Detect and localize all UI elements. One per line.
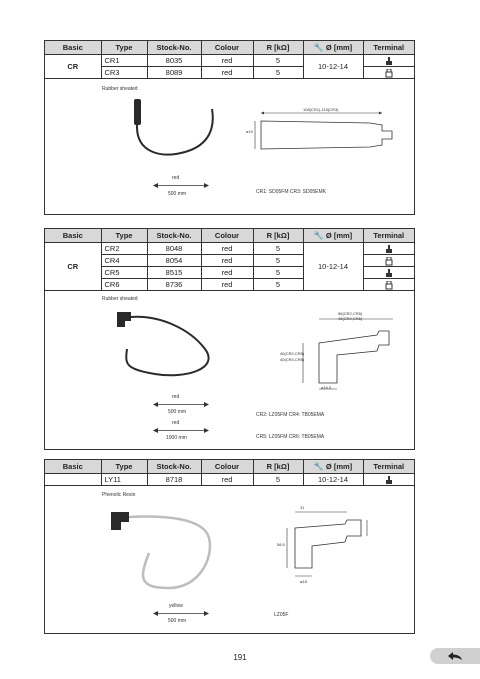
header-type: Type (101, 41, 147, 55)
type-cell: CR2 (101, 243, 147, 255)
length-label: 500 mm (168, 191, 187, 197)
dimension-diameter-label: ø18 (300, 579, 307, 584)
part-caption: CR1: SD05FM CR3: SD05EMK (256, 189, 327, 195)
dimension-length-label: 108(CR1),115(CR3) (303, 107, 339, 112)
colour-cell: red (201, 243, 253, 255)
type-cell: CR5 (101, 267, 147, 279)
length-arrow (153, 402, 209, 407)
product-section-cr1 (44, 40, 415, 215)
diameter-cell: 10-12-14 (303, 55, 363, 79)
header-basic: Basic (45, 460, 101, 474)
spec-table (45, 460, 414, 486)
material-label: Rubber sheated (102, 296, 138, 302)
cable-image (115, 309, 225, 381)
length-arrow (153, 611, 209, 616)
resistance-cell: 5 (253, 267, 303, 279)
basic-cell: CR (45, 55, 101, 79)
terminal-clip-icon (385, 69, 393, 78)
colour-cell: red (201, 267, 253, 279)
part-caption: CR5: LZ05FM CR6: TB05EMA (256, 434, 325, 440)
terminal-cell (363, 267, 414, 279)
material-label: Rubber sheated (102, 86, 138, 92)
table-header-row (45, 229, 414, 243)
dimension-top-label: 31 (300, 505, 305, 510)
header-terminal: Terminal (363, 460, 414, 474)
back-arrow-icon (447, 651, 463, 661)
length-label: 500 mm (168, 409, 187, 415)
cable-colour-label: red (172, 394, 180, 400)
page-number: 191 (233, 653, 247, 662)
stock-cell: 8035 (147, 55, 201, 67)
header-colour: Colour (201, 229, 253, 243)
stock-cell: 8089 (147, 67, 201, 79)
header-terminal: Terminal (363, 41, 414, 55)
header-type: Type (101, 229, 147, 243)
resistance-cell: 5 (253, 243, 303, 255)
colour-cell: red (201, 279, 253, 291)
length-arrow (153, 428, 209, 433)
type-cell: CR4 (101, 255, 147, 267)
material-label: Phenolic Resin (102, 492, 136, 498)
cable-image (109, 508, 219, 598)
spec-table (45, 229, 414, 291)
colour-cell: red (201, 55, 253, 67)
header-diameter: 🔧 Ø [mm] (303, 229, 363, 243)
product-figure-panel (45, 291, 414, 449)
header-colour: Colour (201, 41, 253, 55)
terminal-screw-icon (385, 269, 393, 278)
stock-cell: 8736 (147, 279, 201, 291)
header-diameter: 🔧 Ø [mm] (303, 460, 363, 474)
colour-cell: red (201, 67, 253, 79)
length-label: 500 mm (168, 618, 187, 624)
table-header-row (45, 460, 414, 474)
terminal-cell (363, 243, 414, 255)
product-section-cr2 (44, 228, 415, 450)
spark-plug-wrench-icon: 🔧 (313, 231, 324, 240)
cable-colour-label: yellow (169, 603, 183, 609)
header-resistance: R [kΩ] (253, 460, 303, 474)
header-basic: Basic (45, 41, 101, 55)
table-row (45, 474, 414, 486)
header-stock-no: Stock-No. (147, 460, 201, 474)
resistance-cell: 5 (253, 55, 303, 67)
cable-colour-label: red (172, 175, 180, 181)
dimension-diameter-label: ø19 (246, 129, 253, 134)
dimension-side-label: 45(CR2,CR5) (280, 351, 305, 356)
terminal-cell (363, 67, 414, 79)
dimension-side-label: 58.5 (277, 542, 285, 547)
table-row (45, 243, 414, 255)
header-basic: Basic (45, 229, 101, 243)
spark-plug-wrench-icon: 🔧 (313, 43, 324, 52)
resistance-cell: 5 (253, 279, 303, 291)
terminal-cell (363, 279, 414, 291)
table-row (45, 55, 414, 67)
colour-cell: red (201, 474, 253, 486)
resistance-cell: 5 (253, 67, 303, 79)
stock-cell: 8054 (147, 255, 201, 267)
cable-image (130, 97, 220, 167)
dimension-drawing (252, 109, 397, 159)
table-header-row (45, 41, 414, 55)
dimension-side-label: 40(CR4,CR6) (280, 357, 305, 362)
resistance-cell: 5 (253, 474, 303, 486)
terminal-cell (363, 55, 414, 67)
basic-cell (45, 474, 101, 486)
header-stock-no: Stock-No. (147, 229, 201, 243)
type-cell: LY11 (101, 474, 147, 486)
stock-cell: 8515 (147, 267, 201, 279)
terminal-clip-icon (385, 257, 393, 266)
colour-cell: red (201, 255, 253, 267)
header-diameter: 🔧 Ø [mm] (303, 41, 363, 55)
type-cell: CR1 (101, 55, 147, 67)
cable-colour-label: red (172, 420, 180, 426)
length-arrow (153, 183, 209, 188)
dimension-drawing (257, 506, 377, 581)
terminal-screw-icon (385, 57, 393, 66)
basic-cell: CR (45, 243, 101, 291)
header-colour: Colour (201, 460, 253, 474)
terminal-screw-icon (385, 245, 393, 254)
dimension-label: 56(CR2,CR5) (338, 311, 363, 316)
part-caption: CR2: LZ05FM CR4: TB05EMA (256, 412, 325, 418)
header-resistance: R [kΩ] (253, 41, 303, 55)
terminal-cell (363, 474, 414, 486)
length-label: 1000 mm (166, 435, 187, 441)
dimension-label: 45(CR4,CR6) (338, 316, 363, 321)
resistance-cell: 5 (253, 255, 303, 267)
product-section-ly11 (44, 459, 415, 634)
dimension-diameter-label: ø16.5 (321, 385, 332, 390)
terminal-clip-icon (385, 281, 393, 290)
product-figure-panel (45, 79, 414, 215)
spec-table (45, 41, 414, 79)
type-cell: CR3 (101, 67, 147, 79)
type-cell: CR6 (101, 279, 147, 291)
diameter-cell: 10-12-14 (303, 474, 363, 486)
terminal-screw-icon (385, 476, 393, 485)
spark-plug-wrench-icon: 🔧 (313, 462, 324, 471)
back-button[interactable] (430, 648, 480, 664)
stock-cell: 8718 (147, 474, 201, 486)
terminal-cell (363, 255, 414, 267)
header-terminal: Terminal (363, 229, 414, 243)
part-caption: LZ05F (274, 612, 289, 618)
diameter-cell: 10-12-14 (303, 243, 363, 291)
stock-cell: 8048 (147, 243, 201, 255)
header-stock-no: Stock-No. (147, 41, 201, 55)
header-resistance: R [kΩ] (253, 229, 303, 243)
header-type: Type (101, 460, 147, 474)
product-figure-panel (45, 486, 414, 633)
